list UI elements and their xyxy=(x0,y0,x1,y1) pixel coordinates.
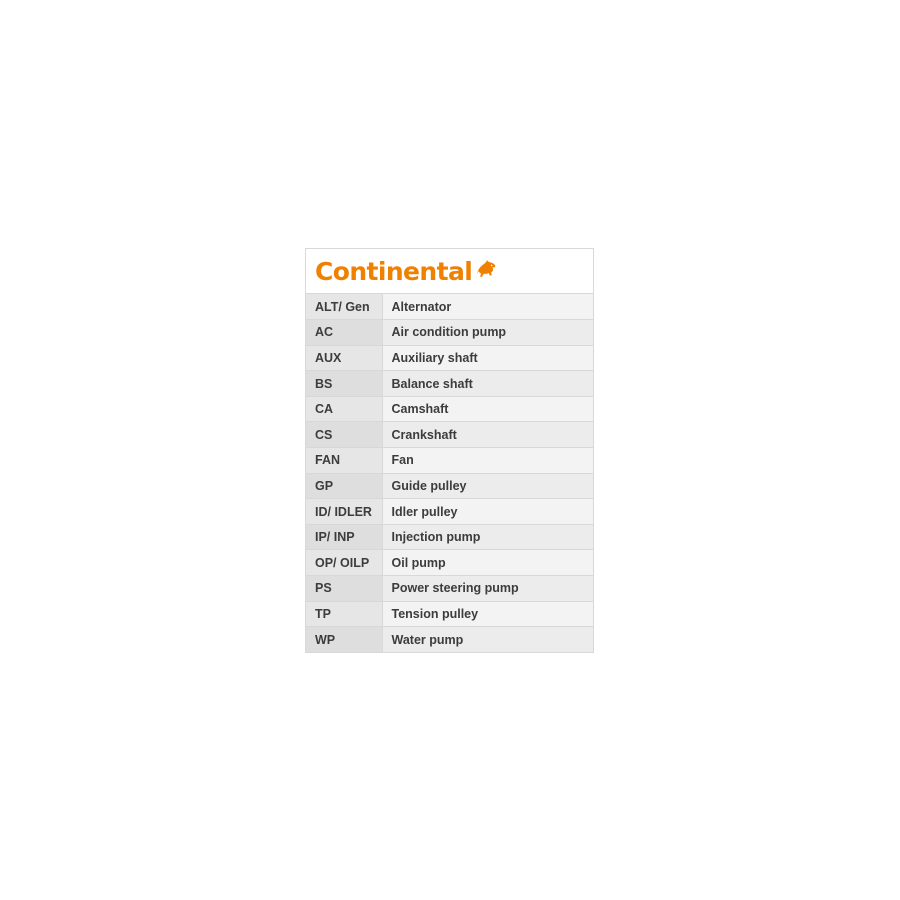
row-abbreviation: BS xyxy=(306,371,382,397)
row-description: Fan xyxy=(382,448,593,474)
table-row xyxy=(306,345,593,371)
table-row xyxy=(306,550,593,576)
abbreviation-table xyxy=(306,294,593,652)
row-abbreviation: TP xyxy=(306,601,382,627)
row-abbreviation: FAN xyxy=(306,448,382,474)
row-description: Guide pulley xyxy=(382,473,593,499)
row-abbreviation: AC xyxy=(306,320,382,346)
table-row xyxy=(306,576,593,602)
row-description: Water pump xyxy=(382,627,593,653)
table-row xyxy=(306,601,593,627)
table-row xyxy=(306,294,593,320)
row-abbreviation: CA xyxy=(306,396,382,422)
abbreviation-legend-card xyxy=(305,248,594,653)
row-abbreviation: WP xyxy=(306,627,382,653)
row-description: Auxiliary shaft xyxy=(382,345,593,371)
row-description: Balance shaft xyxy=(382,371,593,397)
table-body xyxy=(306,294,593,652)
row-abbreviation: OP/ OILP xyxy=(306,550,382,576)
brand-header xyxy=(306,249,593,294)
row-description: Power steering pump xyxy=(382,576,593,602)
row-description: Oil pump xyxy=(382,550,593,576)
row-abbreviation: AUX xyxy=(306,345,382,371)
table-row xyxy=(306,448,593,474)
table-row xyxy=(306,473,593,499)
row-abbreviation: PS xyxy=(306,576,382,602)
table-row xyxy=(306,396,593,422)
table-row xyxy=(306,499,593,525)
table-row xyxy=(306,422,593,448)
row-description: Alternator xyxy=(382,294,593,320)
row-abbreviation: CS xyxy=(306,422,382,448)
row-description: Injection pump xyxy=(382,524,593,550)
continental-horse-icon xyxy=(473,256,499,287)
row-description: Tension pulley xyxy=(382,601,593,627)
brand-wordmark: Continental xyxy=(315,256,473,286)
table-row xyxy=(306,371,593,397)
table-row xyxy=(306,320,593,346)
row-abbreviation: ID/ IDLER xyxy=(306,499,382,525)
row-description: Camshaft xyxy=(382,396,593,422)
row-description: Crankshaft xyxy=(382,422,593,448)
continental-logo xyxy=(315,256,499,286)
row-abbreviation: IP/ INP xyxy=(306,524,382,550)
row-abbreviation: ALT/ Gen xyxy=(306,294,382,320)
table-row xyxy=(306,524,593,550)
row-description: Air condition pump xyxy=(382,320,593,346)
row-abbreviation: GP xyxy=(306,473,382,499)
row-description: Idler pulley xyxy=(382,499,593,525)
table-row xyxy=(306,627,593,653)
